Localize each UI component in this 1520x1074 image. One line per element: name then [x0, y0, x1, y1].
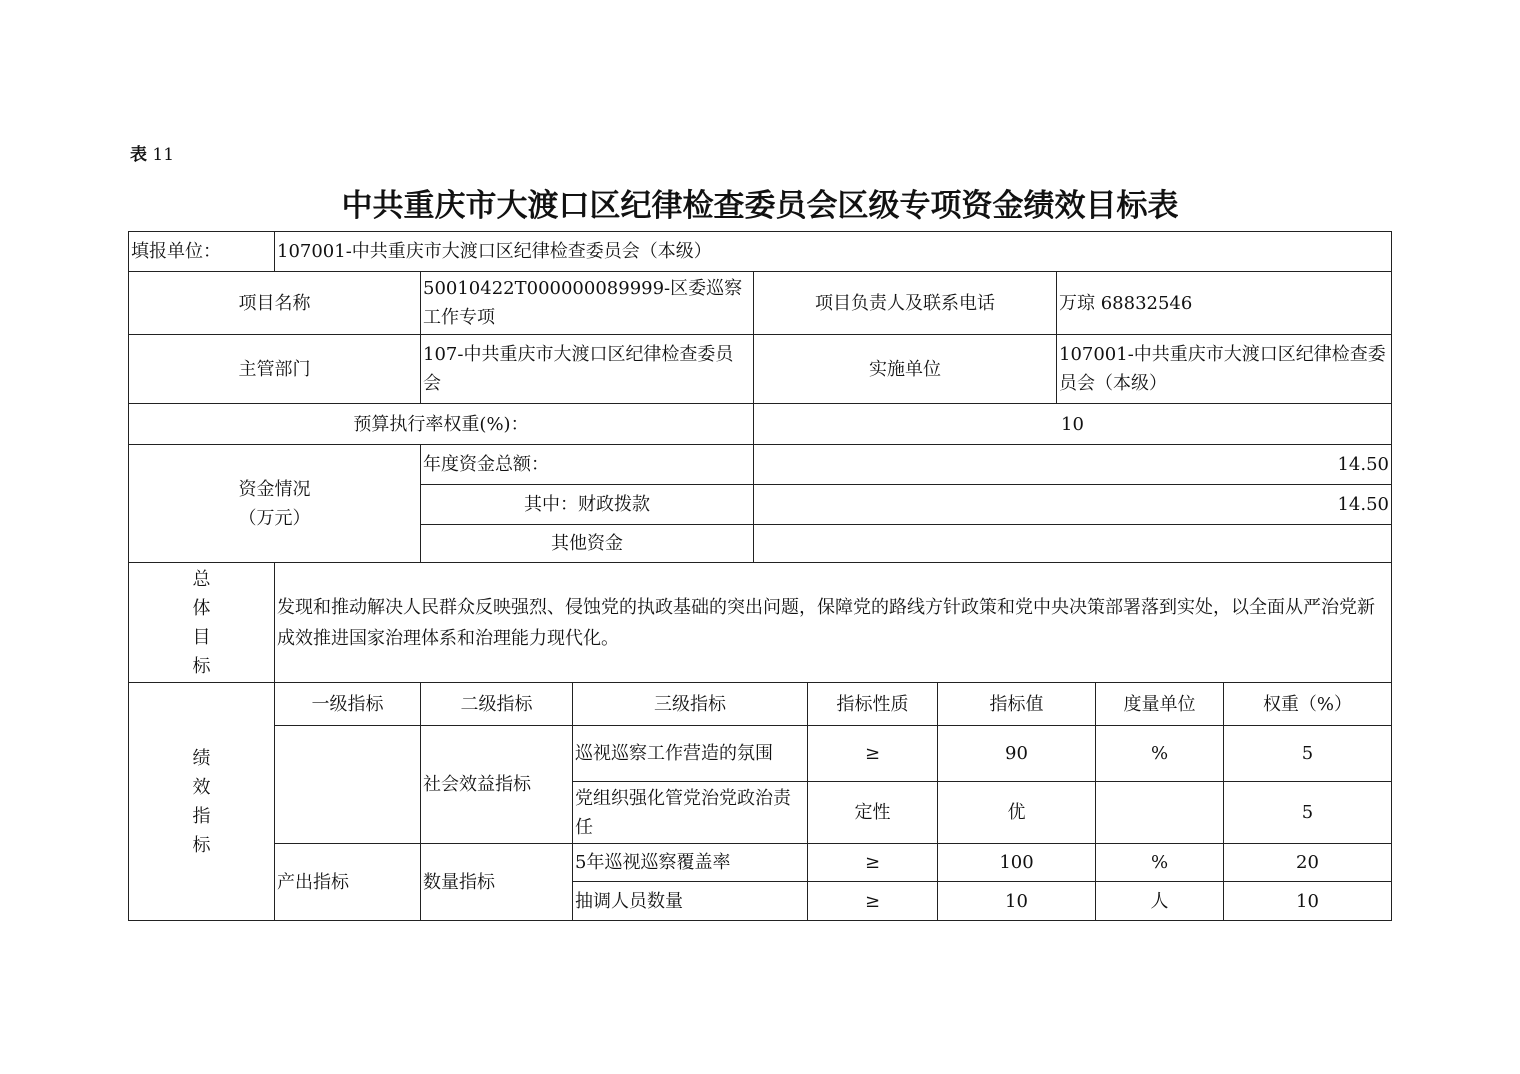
- row4-weight: 10: [1223, 881, 1392, 921]
- implementer-value: 107001-中共重庆市大渡口区纪律检查委员会（本级）: [1056, 334, 1392, 404]
- row4-nature: ≥: [807, 881, 938, 921]
- overall-goal-char: 目: [192, 626, 211, 648]
- row1-level3: 巡视巡察工作营造的氛围: [572, 725, 808, 782]
- overall-goal-char: 标: [192, 655, 211, 677]
- row1-weight: 5: [1223, 725, 1392, 782]
- row3-unit: %: [1095, 843, 1224, 882]
- indicators-char: 绩: [192, 747, 211, 769]
- project-lead-value: 万琼 68832546: [1056, 271, 1392, 335]
- row2-level3: 党组织强化管党治党政治责任: [572, 781, 808, 844]
- group2-level2: 数量指标: [420, 843, 573, 921]
- header-nature: 指标性质: [807, 682, 938, 726]
- group1-level1: [274, 725, 421, 844]
- funds-label-line2: （万元）: [238, 507, 311, 529]
- row2-nature: 定性: [807, 781, 938, 844]
- indicators-char: 效: [192, 776, 211, 798]
- row3-value: 100: [937, 843, 1096, 882]
- row1-value: 90: [937, 725, 1096, 782]
- header-unit: 度量单位: [1095, 682, 1224, 726]
- table-label-prefix: 表: [130, 145, 147, 165]
- performance-table: [128, 231, 1392, 921]
- row3-nature: ≥: [807, 843, 938, 882]
- row2-weight: 5: [1223, 781, 1392, 844]
- group2-level1: 产出指标: [274, 843, 421, 921]
- header-level3: 三级指标: [572, 682, 808, 726]
- row2-value: 优: [937, 781, 1096, 844]
- header-weight: 权重（%）: [1223, 682, 1392, 726]
- row3-level3: 5年巡视巡察覆盖率: [572, 843, 808, 882]
- implementer-label: 实施单位: [753, 334, 1057, 404]
- overall-goal-label: [128, 562, 275, 683]
- budget-weight-label: 预算执行率权重(%)：: [128, 403, 754, 445]
- overall-goal-char: 体: [192, 597, 211, 619]
- fill-unit-value: 107001-中共重庆市大渡口区纪律检查委员会（本级）: [274, 231, 1392, 272]
- indicators-char: 指: [192, 805, 211, 827]
- project-lead-label: 项目负责人及联系电话: [753, 271, 1057, 335]
- row4-unit: 人: [1095, 881, 1224, 921]
- project-name-value: 50010422T000000089999-区委巡察工作专项: [420, 271, 754, 335]
- row1-unit: %: [1095, 725, 1224, 782]
- table-label-number: 11: [152, 145, 175, 165]
- project-name-label: 项目名称: [128, 271, 421, 335]
- header-level1: 一级指标: [274, 682, 421, 726]
- row2-unit: [1095, 781, 1224, 844]
- overall-goal-char: 总: [192, 568, 211, 590]
- group1-level2: 社会效益指标: [420, 725, 573, 844]
- header-level2: 二级指标: [420, 682, 573, 726]
- row1-nature: ≥: [807, 725, 938, 782]
- funds-other-label: 其他资金: [420, 524, 754, 563]
- funds-fiscal-value: 14.50: [753, 484, 1392, 525]
- supervisor-value: 107-中共重庆市大渡口区纪律检查委员会: [420, 334, 754, 404]
- funds-fiscal-label: 其中：财政拨款: [420, 484, 754, 525]
- fill-unit-label: 填报单位：: [128, 231, 275, 272]
- overall-goal-text: 发现和推动解决人民群众反映强烈、侵蚀党的执政基础的突出问题，保障党的路线方针政策和党中央决策部署落到实处，以全面从严治党新成效推进国家治理体系和治理能力现代化。: [274, 562, 1392, 683]
- row3-weight: 20: [1223, 843, 1392, 882]
- supervisor-label: 主管部门: [128, 334, 421, 404]
- funds-label-line1: 资金情况: [238, 478, 311, 500]
- header-value: 指标值: [937, 682, 1096, 726]
- funds-total-value: 14.50: [753, 444, 1392, 485]
- funds-other-value: [753, 524, 1392, 563]
- indicators-label: [128, 682, 275, 921]
- budget-weight-value: 10: [753, 403, 1392, 445]
- funds-label: [128, 444, 421, 563]
- page-title: 中共重庆市大渡口区纪律检查委员会区级专项资金绩效目标表: [341, 188, 1179, 224]
- funds-total-label: 年度资金总额：: [420, 444, 754, 485]
- table-number-label: [130, 140, 174, 165]
- indicators-char: 标: [192, 834, 211, 856]
- row4-level3: 抽调人员数量: [572, 881, 808, 921]
- row4-value: 10: [937, 881, 1096, 921]
